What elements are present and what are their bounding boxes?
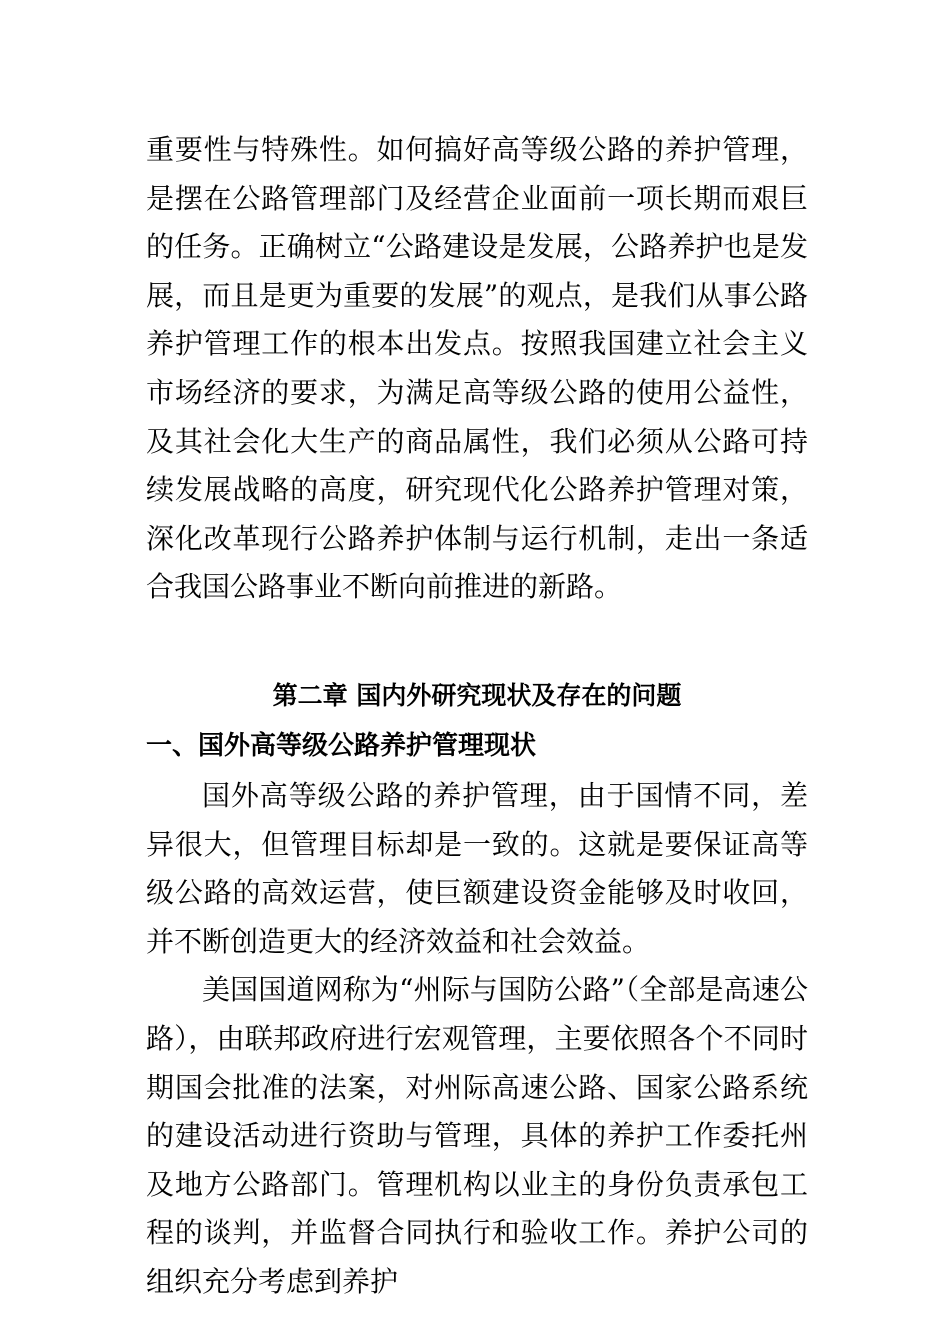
section-body [146,772,808,1307]
chapter-title: 第二章 国内外研究现状及存在的问题 [272,680,682,710]
section-title: 一、国外高等级公路养护管理现状 [146,730,537,761]
intro-paragraph: 重要性与特殊性。如何搞好高等级公路的养护管理，是摆在公路管理部门及经营企业面前一项长期而艰巨的任务。正确树立“公路建设是发展，公路养护也是发展，而且是更为重要的发展”的观点，是我们从事公路养护管理工作的根本出发点。按照我国建立社会主义市场经济的要求，为满足高等级公路的使用公益性，及其社会化大生产的商品属性，我们必须从公路可持续发展战略的高度，研究现代化公路养护管理对策，深化改革现行公路养护体制与运行机制，走出一条适合我国公路事业不断向前推进的新路。 [146,133,808,604]
body-paragraph-2: 美国国道网称为“州际与国防公路”（全部是高速公路），由联邦政府进行宏观管理，主要依照各个不同时期国会批准的法案，对州际高速公路、国家公路系统的建设活动进行资助与管理，具体的养护工作委托州及地方公路部门。管理机构以业主的身份负责承包工程的谈判，并监督合同执行和验收工作。养护公司的组织充分考虑到养护 [146,973,808,1298]
document-content [146,126,808,1306]
body-paragraph-1: 国外高等级公路的养护管理，由于国情不同，差异很大，但管理目标却是一致的。这就是要保证高等级公路的高效运营，使巨额建设资金能够及时收回，并不断创造更大的经济效益和社会效益。 [146,778,808,958]
